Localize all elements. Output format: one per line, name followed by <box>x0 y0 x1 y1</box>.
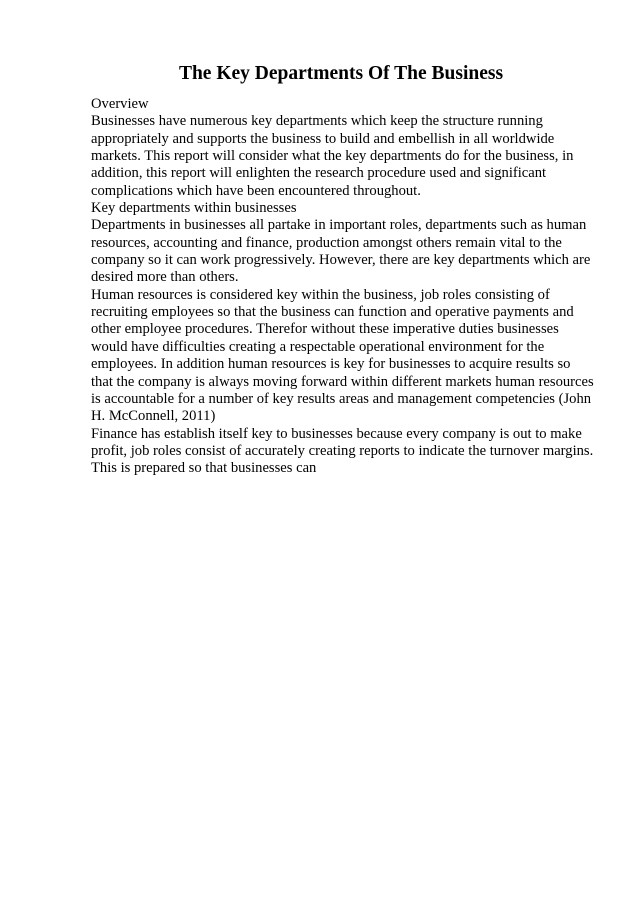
section-heading-overview: Overview <box>91 96 149 112</box>
text-line: desired more than others. <box>91 269 239 286</box>
text-line: markets. This report will consider what the key departments do for the business, in <box>91 148 574 165</box>
text-line: recruiting employees so that the business can function and operative payments and <box>91 304 574 321</box>
text-line: would have difficulties creating a respectable operational environment for the <box>91 338 545 355</box>
text-line: This is prepared so that businesses can <box>91 460 317 477</box>
text-line: employees. In addition human resources is key for businesses to acquire results so <box>91 356 571 373</box>
text-line: complications which have been encountered throughout. <box>91 182 421 199</box>
text-line: Human resources is considered key within the business, job roles consisting of <box>91 286 550 303</box>
text-line: that the company is always moving forward within different markets human resources <box>91 373 594 390</box>
text-line: addition, this report will enlighten the research procedure used and significant <box>91 165 547 182</box>
section-heading-key-departments: Key departments within businesses <box>91 200 297 217</box>
document-body <box>91 96 594 478</box>
text-line: Finance has establish itself key to businesses because every company is out to make <box>91 425 582 442</box>
text-line: profit, job roles consist of accurately creating reports to indicate the turnover margins. <box>91 442 594 459</box>
text-line: Departments in businesses all partake in important roles, departments such as human <box>91 217 587 234</box>
document-title: The Key Departments Of The Business <box>178 63 504 84</box>
text-line: Businesses have numerous key departments which keep the structure running <box>91 113 543 130</box>
document-page <box>91 62 594 478</box>
text-line: company so it can work progressively. However, there are key departments which are <box>91 252 591 269</box>
text-line: is accountable for a number of key results areas and management competencies (John <box>91 390 592 407</box>
text-line: appropriately and supports the business to build and embellish in all worldwide <box>91 130 555 147</box>
text-line: resources, accounting and finance, production amongst others remain vital to the <box>91 234 562 251</box>
text-line: other employee procedures. Therefor without these imperative duties businesses <box>91 321 559 338</box>
text-line: H. McConnell, 2011) <box>91 408 216 425</box>
